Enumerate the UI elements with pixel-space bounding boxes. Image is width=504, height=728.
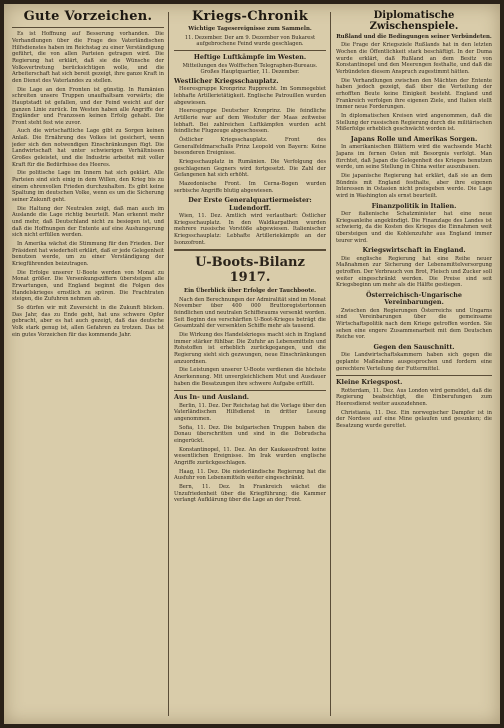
paragraph: Kriegsschauplatz in Rumänien. Die Verfolgung des geschlagenen Gegners wird fortgesetzt. Die Zahl der Gefangenen hat sich erhöht. — [174, 159, 326, 179]
paragraph: Zwischen den Regierungen Österreichs und Ungarns sind Vereinbarungen über die gemeinsame Wirtschaftspolitik nach dem Kriege getroffen worden. Sie sehen eine engere Zusammenarbeit mit dem Deutschen Reiche vor. — [336, 307, 492, 341]
column-editorial — [12, 10, 164, 718]
paragraph: Es ist Hoffnung auf Besserung vorhanden. Die Verhandlungen über die Frage des Vaterländischen Hilfsdienstes haben im Reichstag zu einer Verständigung geführt, die von allen Parteien getragen wird. Die Regierung hat erklärt, daß sie die Wünsche der Volksvertretung berücksichtigen wolle, und die Arbeiterschaft hat sich bereit gezeigt, ihre ganze Kraft in den Dienst des Vaterlandes zu stellen. — [12, 31, 164, 84]
article-title: U-Boots-Bilanz 1917. — [195, 255, 305, 286]
paragraph: Die Haltung der Neutralen zeigt, daß man auch im Auslande die Lage richtig beurteilt. Man erkennt mehr und mehr, daß Deutschland nicht zu besiegen ist, und daß die Hoffnungen der Entente auf eine Aushungerung sich nicht erfüllen werden. — [12, 205, 164, 239]
paragraph: Mazedonische Front. Im Cerna-Bogen wurden serbische Angriffe blutig abgewiesen. — [174, 180, 326, 194]
section-heading: Finanzpolitik in Italien. — [371, 201, 457, 210]
column-war-chronicle — [174, 10, 326, 718]
section-heading: Kriegswirtschaft in England. — [362, 246, 466, 255]
section-heading: Kleine Kriegspost. — [336, 378, 403, 387]
divider — [174, 50, 326, 51]
section-subheading: Westlicher Kriegsschauplatz. — [174, 77, 279, 86]
article-title: Diplomatische Zwischenspiele. — [369, 10, 459, 32]
paragraph: In amerikanischen Blättern wird die wachsende Macht Japans im fernen Osten mit Besorgnis verfolgt. Man fürchtet, daß Japan die Gelegenheit des Krieges benutzen werde, um seine Stellung in China weiter auszubauen. — [336, 144, 492, 171]
paragraph: Christiania, 11. Dez. Ein norwegischer Dampfer ist in der Nordsee auf eine Mine gelaufen und gesunken; die Besatzung wurde gerettet. — [336, 409, 492, 429]
column-diplomacy — [336, 10, 492, 718]
paragraph: Die Erfolge unserer U-Boote werden von Monat zu Monat größer. Die Versenkungsziffern übersteigen alle Erwartungen, und England beginnt die Folgen des Handelskrieges ernstlich zu spüren. Die Frachtraten steigen, die Zufuhren nehmen ab. — [12, 269, 164, 303]
divider — [12, 27, 164, 28]
paragraph: Die Frage der Kriegsziele Rußlands hat in den letzten Wochen die Öffentlichkeit stark beschäftigt. In der Duma wurde erklärt, daß Rußland an dem Besitz von Konstantinopel und den Meerengen festhalte, und daß die Verbündeten diesem Anspruch zugestimmt hätten. — [336, 42, 492, 76]
paragraph: Heeresgruppe Kronprinz Rupprecht. Im Sommegebiet lebhafte Artillerietätigkeit. Englische Patrouillen wurden abgewiesen. — [174, 86, 326, 106]
section-heading: Aus In- und Ausland. — [174, 393, 250, 402]
column-rule — [168, 12, 169, 716]
article-subtitle: Rußland und die Bedingungen seiner Verbündeten. — [336, 34, 492, 40]
divider — [336, 375, 492, 376]
paragraph: In diplomatischen Kreisen wird angenommen, daß die Stellung der russischen Regierung durch die militärischen Mißerfolge erheblich geschwächt worden ist. — [336, 113, 492, 133]
paragraph: Rotterdam, 11. Dez. Aus London wird gemeldet, daß die Regierung beabsichtigt, die Einberufungen zum Heeresdienst weiter auszudehnen. — [336, 387, 492, 407]
column-rule — [330, 12, 331, 716]
paragraph: Die japanische Regierung hat erklärt, daß sie an dem Bündnis mit England festhalte, aber ihre eigenen Interessen in Ostasien nicht preisgeben werde. Die Lage wird in Washington als ernst beurteilt. — [336, 173, 492, 199]
paragraph: Die politische Lage im Innern hat sich geklärt. Alle Parteien sind sich einig in dem Willen, den Krieg bis zu einem ehrenvollen Frieden durchzuhalten. Es gibt keine Spaltung im deutschen Volke, wenn es um die Sicherung seiner Zukunft geht. — [12, 170, 164, 204]
paragraph: Der italienische Schatzminister hat eine neue Kriegsanleihe angekündigt. Die Finanzlage des Landes ist schwierig, da die Kosten des Krieges die Einnahmen weit übersteigen und die Kohlenzufuhr aus England immer teurer wird. — [336, 210, 492, 244]
chronicle-subtitle: Wichtige Tagesereignisse zum Sammeln. — [188, 26, 312, 33]
section-heading: Gegen den Sauschnitt. — [373, 342, 455, 351]
paragraph: Die Lage an den Fronten ist günstig. In Rumänien schreiten unsere Truppen unaufhaltsam vorwärts; die Hauptstadt ist gefallen, und der Feind weicht auf der ganzen Linie zurück. Im Westen haben alle Angriffe der Engländer und Franzosen keinen Erfolg gehabt. Die Front steht fest wie zuvor. — [12, 86, 164, 126]
divider — [174, 390, 326, 391]
paragraph: Wien, 11. Dez. Amtlich wird verlautbart: Östlicher Kriegsschauplatz. In den Waldkarpathen wurden mehrere russische Vorstöße abgewiesen. Italienischer Kriegsschauplatz: Lebhafte Artilleriekämpfe an der Isonzofront. — [174, 213, 326, 246]
paragraph: In Amerika wächst die Stimmung für den Frieden. Der Präsident hat wiederholt erklärt, daß er jede Gelegenheit benutzen werde, um zu einer Verständigung der Kriegführenden beizutragen. — [12, 240, 164, 267]
paragraph: Heeresgruppe Deutscher Kronprinz. Die feindliche Artillerie war auf dem Westufer der Maas zeitweise lebhaft. Bei zahlreichen Luftkämpfen wurden acht feindliche Flugzeuge abgeschossen. — [174, 108, 326, 135]
article-title: Gute Vorzeichen. — [23, 10, 153, 24]
paragraph: Auch die wirtschaftliche Lage gibt zu Sorgen keinen Anlaß. Die Ernährung des Volkes ist gesichert, wenn jeder sich den notwendigen Einschränkungen fügt. Die Landwirtschaft hat unter schwierigen Verhältnissen Großes geleistet, und die Industrie arbeitet mit voller Kraft für die Bedürfnisse des Heeres. — [12, 128, 164, 168]
paragraph: Die englische Regierung hat eine Reihe neuer Maßnahmen zur Sicherung der Lebensmittelversorgung getroffen. Der Verbrauch von Brot, Fleisch und Zucker soll weiter eingeschränkt werden. Die Preise sind seit Kriegsbeginn um mehr als die Hälfte gestiegen. — [336, 255, 492, 289]
divider — [174, 249, 326, 251]
section-heading: Heftige Luftkämpfe im Westen. — [193, 53, 307, 62]
paragraph: So dürfen wir mit Zuversicht in die Zukunft blicken. Das Jahr, das zu Ende geht, hat uns schwere Opfer gebracht, aber es hat auch gezeigt, daß das deutsche Volk stark genug ist, allen Gefahren zu trotzen. Das ist ein gutes Vorzeichen für das kommende Jahr. — [12, 304, 164, 338]
chronicle-title: Kriegs-Chronik — [191, 10, 309, 24]
section-heading: Der Erste Generalquartiermeister: Ludendorff. — [188, 196, 312, 212]
article-subtitle: Ein Überblick über Erfolge der Tauchboote. — [183, 288, 317, 295]
paragraph: Konstantinopel, 11. Dez. An der Kaukasusfront keine wesentlichen Ereignisse. Im Irak wurden englische Angriffe zurückgeschlagen. — [174, 446, 326, 466]
paragraph: Bern, 11. Dez. In Frankreich wächst die Unzufriedenheit über die Kriegführung; die Kammer verlangt Aufklärung über die Lage an der Front. — [174, 483, 326, 504]
paragraph: Die Verhandlungen zwischen den Mächten der Entente haben jedoch gezeigt, daß über die Verteilung der erhofften Beute keine Einigkeit besteht. England und Frankreich verfolgen ihre eigenen Ziele, und Italien stellt immer neue Forderungen. — [336, 77, 492, 111]
paragraph: Östlicher Kriegsschauplatz. Front des Generalfeldmarschalls Prinz Leopold von Bayern: Keine besonderen Ereignisse. — [174, 137, 326, 157]
dateline: 11. Dezember. Der am 9. Dezember von Bukarest aufgebrochene Feind wurde geschlagen. — [184, 34, 316, 48]
paragraph: Die Leistungen unserer U-Boote verdienen die höchste Anerkennung. Mit unvergleichlichem Mut und Ausdauer haben die Besatzungen ihre schwere Aufgabe erfüllt. — [174, 367, 326, 387]
newspaper-page — [4, 4, 500, 724]
paragraph: Haag, 11. Dez. Die niederländische Regierung hat die Ausfuhr von Lebensmitteln weiter eingeschränkt. — [174, 468, 326, 482]
paragraph: Die Wirkung des Handelskrieges macht sich in England immer stärker fühlbar. Die Zufuhr an Lebensmitteln und Rohstoffen ist erheblich zurückgegangen, und die Regierung sieht sich gezwungen, neue Einschränkungen anzuordnen. — [174, 332, 326, 365]
section-source: Mitteilungen des Wolffschen Telegraphen-Bureaus. Großes Hauptquartier, 11. Dezember. — [182, 62, 318, 75]
paragraph: Die Landwirtschaftskammern haben sich gegen die geplante Maßnahme ausgesprochen und fordern eine gerechtere Verteilung der Futtermittel. — [336, 352, 492, 372]
paragraph: Sofia, 11. Dez. Die bulgarischen Truppen haben die Donau überschritten und sind in die Dobrudscha eingerückt. — [174, 424, 326, 444]
paragraph: Nach den Berechnungen der Admiralität sind im Monat November über 400 000 Bruttoregistertonnen feindlichen und neutralen Schiffsraums versenkt worden. Seit Beginn des verschärften U-Boot-Krieges beträgt die Gesamtzahl der versenkten Schiffe mehr als tausend. — [174, 296, 326, 330]
section-heading: Österreichisch-Ungarische Vereinbarungen. — [366, 290, 462, 307]
section-heading: Japans Rolle und Amerikas Sorgen. — [350, 135, 478, 144]
paragraph: Berlin, 11. Dez. Der Reichstag hat die Vorlage über den Vaterländischen Hilfsdienst in dritter Lesung angenommen. — [174, 402, 326, 422]
